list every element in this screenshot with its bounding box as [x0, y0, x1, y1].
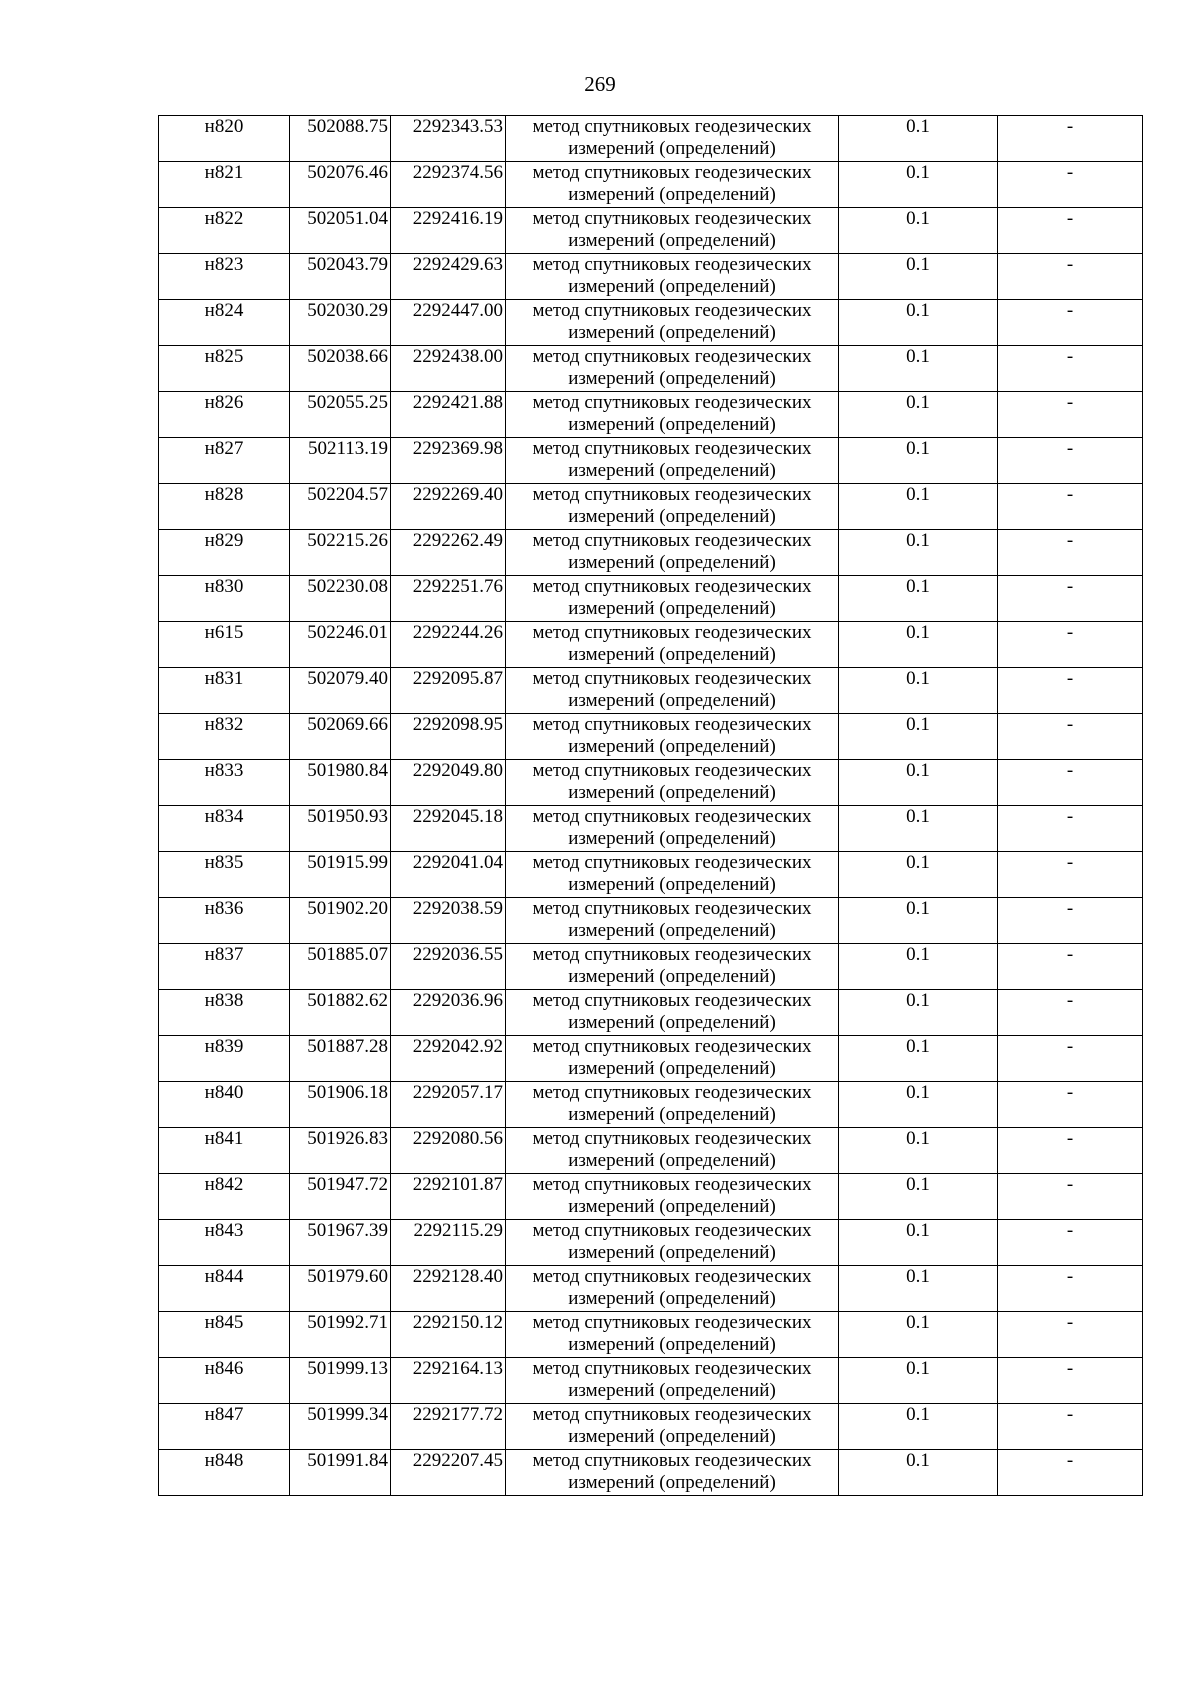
accuracy-cell: 0.1 [839, 990, 998, 1036]
table-row [159, 1312, 1143, 1358]
x-coordinate-cell: 502088.75 [290, 116, 391, 162]
y-coordinate-cell: 2292080.56 [391, 1128, 506, 1174]
x-coordinate-cell: 502246.01 [290, 622, 391, 668]
y-coordinate-cell: 2292128.40 [391, 1266, 506, 1312]
y-coordinate-cell: 2292369.98 [391, 438, 506, 484]
accuracy-cell: 0.1 [839, 1128, 998, 1174]
accuracy-cell: 0.1 [839, 1036, 998, 1082]
point-name-cell: н829 [159, 530, 290, 576]
accuracy-cell: 0.1 [839, 1174, 998, 1220]
method-cell: метод спутниковых геодезических измерений (определений) [506, 1220, 839, 1266]
x-coordinate-cell: 502055.25 [290, 392, 391, 438]
method-cell: метод спутниковых геодезических измерений (определений) [506, 714, 839, 760]
x-coordinate-cell: 502215.26 [290, 530, 391, 576]
method-cell: метод спутниковых геодезических измерений (определений) [506, 852, 839, 898]
table-row [159, 1404, 1143, 1450]
method-cell: метод спутниковых геодезических измерений (определений) [506, 622, 839, 668]
note-cell: - [998, 1036, 1143, 1082]
point-name-cell: н827 [159, 438, 290, 484]
note-cell: - [998, 1082, 1143, 1128]
y-coordinate-cell: 2292343.53 [391, 116, 506, 162]
y-coordinate-cell: 2292447.00 [391, 300, 506, 346]
note-cell: - [998, 1174, 1143, 1220]
x-coordinate-cell: 502051.04 [290, 208, 391, 254]
point-name-cell: н822 [159, 208, 290, 254]
y-coordinate-cell: 2292251.76 [391, 576, 506, 622]
note-cell: - [998, 668, 1143, 714]
point-name-cell: н821 [159, 162, 290, 208]
y-coordinate-cell: 2292177.72 [391, 1404, 506, 1450]
table-row [159, 852, 1143, 898]
x-coordinate-cell: 502038.66 [290, 346, 391, 392]
method-cell: метод спутниковых геодезических измерений (определений) [506, 1266, 839, 1312]
note-cell: - [998, 898, 1143, 944]
accuracy-cell: 0.1 [839, 438, 998, 484]
x-coordinate-cell: 502030.29 [290, 300, 391, 346]
point-name-cell: н834 [159, 806, 290, 852]
accuracy-cell: 0.1 [839, 1312, 998, 1358]
table-row [159, 806, 1143, 852]
note-cell: - [998, 484, 1143, 530]
note-cell: - [998, 1404, 1143, 1450]
accuracy-cell: 0.1 [839, 1450, 998, 1496]
y-coordinate-cell: 2292095.87 [391, 668, 506, 714]
note-cell: - [998, 254, 1143, 300]
point-name-cell: н836 [159, 898, 290, 944]
point-name-cell: н847 [159, 1404, 290, 1450]
accuracy-cell: 0.1 [839, 162, 998, 208]
y-coordinate-cell: 2292244.26 [391, 622, 506, 668]
note-cell: - [998, 714, 1143, 760]
point-name-cell: н835 [159, 852, 290, 898]
table-row [159, 1358, 1143, 1404]
coordinates-table-body [159, 116, 1143, 1496]
point-name-cell: н839 [159, 1036, 290, 1082]
point-name-cell: н824 [159, 300, 290, 346]
y-coordinate-cell: 2292098.95 [391, 714, 506, 760]
table-row [159, 1082, 1143, 1128]
accuracy-cell: 0.1 [839, 392, 998, 438]
accuracy-cell: 0.1 [839, 1220, 998, 1266]
point-name-cell: н823 [159, 254, 290, 300]
note-cell: - [998, 1128, 1143, 1174]
point-name-cell: н826 [159, 392, 290, 438]
accuracy-cell: 0.1 [839, 668, 998, 714]
y-coordinate-cell: 2292207.45 [391, 1450, 506, 1496]
x-coordinate-cell: 501967.39 [290, 1220, 391, 1266]
table-row [159, 898, 1143, 944]
method-cell: метод спутниковых геодезических измерений (определений) [506, 1312, 839, 1358]
table-row [159, 254, 1143, 300]
x-coordinate-cell: 501882.62 [290, 990, 391, 1036]
table-row [159, 116, 1143, 162]
table-row [159, 392, 1143, 438]
point-name-cell: н837 [159, 944, 290, 990]
x-coordinate-cell: 501991.84 [290, 1450, 391, 1496]
accuracy-cell: 0.1 [839, 944, 998, 990]
page-number: 269 [584, 72, 616, 96]
accuracy-cell: 0.1 [839, 622, 998, 668]
accuracy-cell: 0.1 [839, 300, 998, 346]
table-row [159, 668, 1143, 714]
note-cell: - [998, 1220, 1143, 1266]
table-row [159, 1128, 1143, 1174]
method-cell: метод спутниковых геодезических измерений (определений) [506, 898, 839, 944]
method-cell: метод спутниковых геодезических измерений (определений) [506, 1128, 839, 1174]
method-cell: метод спутниковых геодезических измерений (определений) [506, 1036, 839, 1082]
note-cell: - [998, 438, 1143, 484]
table-row [159, 944, 1143, 990]
method-cell: метод спутниковых геодезических измерений (определений) [506, 530, 839, 576]
x-coordinate-cell: 501915.99 [290, 852, 391, 898]
note-cell: - [998, 116, 1143, 162]
method-cell: метод спутниковых геодезических измерений (определений) [506, 116, 839, 162]
table-row [159, 990, 1143, 1036]
y-coordinate-cell: 2292057.17 [391, 1082, 506, 1128]
note-cell: - [998, 622, 1143, 668]
note-cell: - [998, 944, 1143, 990]
y-coordinate-cell: 2292421.88 [391, 392, 506, 438]
accuracy-cell: 0.1 [839, 1404, 998, 1450]
method-cell: метод спутниковых геодезических измерений (определений) [506, 208, 839, 254]
x-coordinate-cell: 501902.20 [290, 898, 391, 944]
x-coordinate-cell: 502230.08 [290, 576, 391, 622]
method-cell: метод спутниковых геодезических измерений (определений) [506, 1450, 839, 1496]
point-name-cell: н845 [159, 1312, 290, 1358]
method-cell: метод спутниковых геодезических измерений (определений) [506, 484, 839, 530]
y-coordinate-cell: 2292429.63 [391, 254, 506, 300]
note-cell: - [998, 576, 1143, 622]
point-name-cell: н843 [159, 1220, 290, 1266]
accuracy-cell: 0.1 [839, 898, 998, 944]
y-coordinate-cell: 2292150.12 [391, 1312, 506, 1358]
note-cell: - [998, 806, 1143, 852]
method-cell: метод спутниковых геодезических измерений (определений) [506, 990, 839, 1036]
method-cell: метод спутниковых геодезических измерений (определений) [506, 1358, 839, 1404]
note-cell: - [998, 1358, 1143, 1404]
y-coordinate-cell: 2292438.00 [391, 346, 506, 392]
note-cell: - [998, 1312, 1143, 1358]
table-row [159, 622, 1143, 668]
table-row [159, 300, 1143, 346]
point-name-cell: н838 [159, 990, 290, 1036]
point-name-cell: н846 [159, 1358, 290, 1404]
table-row [159, 208, 1143, 254]
note-cell: - [998, 300, 1143, 346]
y-coordinate-cell: 2292045.18 [391, 806, 506, 852]
method-cell: метод спутниковых геодезических измерений (определений) [506, 1174, 839, 1220]
accuracy-cell: 0.1 [839, 806, 998, 852]
coordinates-table [158, 115, 1143, 1496]
method-cell: метод спутниковых геодезических измерений (определений) [506, 576, 839, 622]
accuracy-cell: 0.1 [839, 760, 998, 806]
method-cell: метод спутниковых геодезических измерений (определений) [506, 346, 839, 392]
y-coordinate-cell: 2292042.92 [391, 1036, 506, 1082]
accuracy-cell: 0.1 [839, 530, 998, 576]
point-name-cell: н615 [159, 622, 290, 668]
note-cell: - [998, 346, 1143, 392]
table-row [159, 530, 1143, 576]
point-name-cell: н833 [159, 760, 290, 806]
x-coordinate-cell: 502076.46 [290, 162, 391, 208]
method-cell: метод спутниковых геодезических измерений (определений) [506, 806, 839, 852]
point-name-cell: н842 [159, 1174, 290, 1220]
method-cell: метод спутниковых геодезических измерений (определений) [506, 162, 839, 208]
y-coordinate-cell: 2292164.13 [391, 1358, 506, 1404]
table-row [159, 1220, 1143, 1266]
y-coordinate-cell: 2292269.40 [391, 484, 506, 530]
x-coordinate-cell: 501887.28 [290, 1036, 391, 1082]
point-name-cell: н832 [159, 714, 290, 760]
table-row [159, 346, 1143, 392]
method-cell: метод спутниковых геодезических измерений (определений) [506, 1404, 839, 1450]
note-cell: - [998, 1450, 1143, 1496]
table-row [159, 1266, 1143, 1312]
note-cell: - [998, 760, 1143, 806]
x-coordinate-cell: 501926.83 [290, 1128, 391, 1174]
note-cell: - [998, 990, 1143, 1036]
x-coordinate-cell: 501980.84 [290, 760, 391, 806]
note-cell: - [998, 852, 1143, 898]
accuracy-cell: 0.1 [839, 714, 998, 760]
table-row [159, 1036, 1143, 1082]
accuracy-cell: 0.1 [839, 116, 998, 162]
point-name-cell: н841 [159, 1128, 290, 1174]
x-coordinate-cell: 501999.13 [290, 1358, 391, 1404]
x-coordinate-cell: 501947.72 [290, 1174, 391, 1220]
method-cell: метод спутниковых геодезических измерений (определений) [506, 300, 839, 346]
table-row [159, 1450, 1143, 1496]
method-cell: метод спутниковых геодезических измерений (определений) [506, 1082, 839, 1128]
x-coordinate-cell: 501992.71 [290, 1312, 391, 1358]
accuracy-cell: 0.1 [839, 1266, 998, 1312]
y-coordinate-cell: 2292038.59 [391, 898, 506, 944]
method-cell: метод спутниковых геодезических измерений (определений) [506, 438, 839, 484]
note-cell: - [998, 162, 1143, 208]
x-coordinate-cell: 501999.34 [290, 1404, 391, 1450]
table-row [159, 162, 1143, 208]
y-coordinate-cell: 2292115.29 [391, 1220, 506, 1266]
accuracy-cell: 0.1 [839, 254, 998, 300]
y-coordinate-cell: 2292262.49 [391, 530, 506, 576]
x-coordinate-cell: 501906.18 [290, 1082, 391, 1128]
accuracy-cell: 0.1 [839, 1358, 998, 1404]
x-coordinate-cell: 501950.93 [290, 806, 391, 852]
y-coordinate-cell: 2292036.55 [391, 944, 506, 990]
method-cell: метод спутниковых геодезических измерений (определений) [506, 668, 839, 714]
table-row [159, 760, 1143, 806]
note-cell: - [998, 1266, 1143, 1312]
x-coordinate-cell: 502043.79 [290, 254, 391, 300]
note-cell: - [998, 392, 1143, 438]
y-coordinate-cell: 2292049.80 [391, 760, 506, 806]
x-coordinate-cell: 501979.60 [290, 1266, 391, 1312]
x-coordinate-cell: 502069.66 [290, 714, 391, 760]
y-coordinate-cell: 2292036.96 [391, 990, 506, 1036]
accuracy-cell: 0.1 [839, 484, 998, 530]
point-name-cell: н840 [159, 1082, 290, 1128]
y-coordinate-cell: 2292416.19 [391, 208, 506, 254]
accuracy-cell: 0.1 [839, 852, 998, 898]
method-cell: метод спутниковых геодезических измерений (определений) [506, 760, 839, 806]
table-row [159, 438, 1143, 484]
table-row [159, 576, 1143, 622]
method-cell: метод спутниковых геодезических измерений (определений) [506, 944, 839, 990]
x-coordinate-cell: 502079.40 [290, 668, 391, 714]
point-name-cell: н828 [159, 484, 290, 530]
y-coordinate-cell: 2292374.56 [391, 162, 506, 208]
accuracy-cell: 0.1 [839, 208, 998, 254]
method-cell: метод спутниковых геодезических измерений (определений) [506, 392, 839, 438]
x-coordinate-cell: 502113.19 [290, 438, 391, 484]
point-name-cell: н831 [159, 668, 290, 714]
accuracy-cell: 0.1 [839, 346, 998, 392]
note-cell: - [998, 208, 1143, 254]
point-name-cell: н820 [159, 116, 290, 162]
table-row [159, 1174, 1143, 1220]
point-name-cell: н830 [159, 576, 290, 622]
y-coordinate-cell: 2292041.04 [391, 852, 506, 898]
table-row [159, 484, 1143, 530]
x-coordinate-cell: 501885.07 [290, 944, 391, 990]
accuracy-cell: 0.1 [839, 576, 998, 622]
table-row [159, 714, 1143, 760]
point-name-cell: н848 [159, 1450, 290, 1496]
point-name-cell: н844 [159, 1266, 290, 1312]
accuracy-cell: 0.1 [839, 1082, 998, 1128]
method-cell: метод спутниковых геодезических измерений (определений) [506, 254, 839, 300]
y-coordinate-cell: 2292101.87 [391, 1174, 506, 1220]
point-name-cell: н825 [159, 346, 290, 392]
note-cell: - [998, 530, 1143, 576]
x-coordinate-cell: 502204.57 [290, 484, 391, 530]
